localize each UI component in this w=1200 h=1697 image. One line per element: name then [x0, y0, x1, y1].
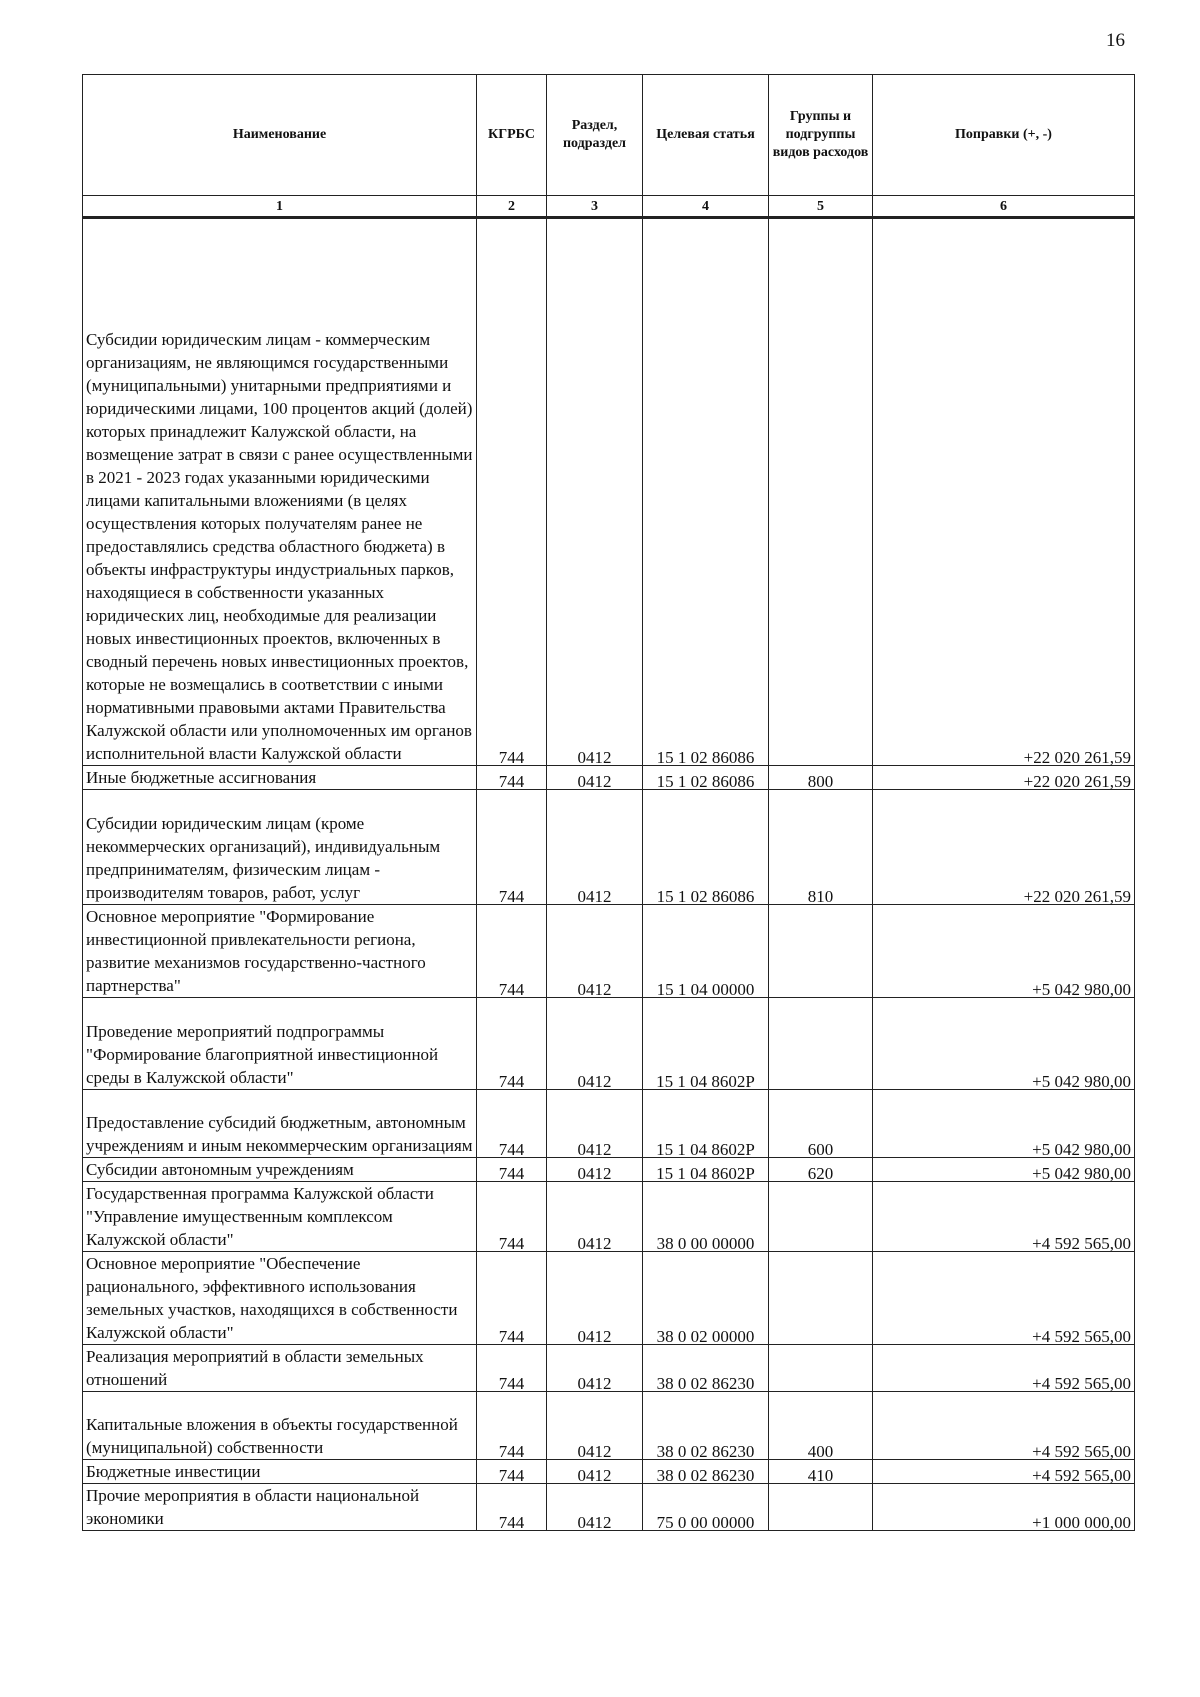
row-section	[547, 218, 643, 766]
row-kgrbs	[477, 1252, 547, 1345]
row-kgrbs	[477, 905, 547, 998]
row-amendment-amount	[873, 998, 1135, 1090]
row-kgrbs-text: 744	[498, 1140, 525, 1159]
row-target-article-text: 38 0 02 86230	[656, 1466, 755, 1485]
column-number-row	[83, 196, 1135, 218]
row-target-article-text: 75 0 00 00000	[656, 1513, 755, 1532]
row-name: Субсидии юридическим лицам - коммерческим организациям, не являющимся государственными (муниципальными) унитарными предприятиями и юридическими лицами, 100 процентов акций (долей) которых принадлежит Калужской области, на возмещение затрат в связи с ранее осуществленными в 2021 - 2023 годах указанными юридическими лицами капитальными вложениями (в целях осуществления которых получателям ранее не предоставлялись средства областного бюджета) в объекты инфраструктуры индустриальных парков, находящиеся в собственности указанных юридических лиц, необходимые для реализации новых инвестиционных проектов, включенных в сводный перечень новых инвестиционных проектов, которые не возмещались в соответствии с иными нормативными правовыми актами Правительства Калужской области или уполномоченных им органов исполнительной власти Калужской области	[83, 218, 477, 766]
row-expense-group	[769, 1345, 873, 1392]
row-section-text: 0412	[577, 1234, 612, 1253]
row-name: Основное мероприятие "Обеспечение рационального, эффективного использования земельных участков, находящихся в собственности Калужской области"	[83, 1252, 477, 1345]
row-kgrbs	[477, 1392, 547, 1460]
row-kgrbs	[477, 790, 547, 905]
row-target-article	[643, 766, 769, 790]
row-kgrbs-text: 744	[498, 1234, 525, 1253]
row-name: Капитальные вложения в объекты государственной (муниципальной) собственности	[83, 1392, 477, 1460]
table-row	[83, 1158, 1135, 1182]
row-amendment-amount-text: +4 592 565,00	[1032, 1442, 1131, 1461]
row-target-article	[643, 1182, 769, 1252]
row-section	[547, 766, 643, 790]
row-amendment-amount-text: +4 592 565,00	[1032, 1374, 1131, 1393]
row-kgrbs	[477, 1484, 547, 1531]
row-section	[547, 1182, 643, 1252]
row-section-text: 0412	[577, 1466, 612, 1485]
table-row	[83, 905, 1135, 998]
row-name: Субсидии автономным учреждениям	[83, 1158, 477, 1182]
row-target-article-text: 15 1 02 86086	[656, 772, 755, 791]
row-target-article-text: 15 1 04 8602Р	[656, 1140, 755, 1159]
row-amendment-amount	[873, 1158, 1135, 1182]
row-name: Иные бюджетные ассигнования	[83, 766, 477, 790]
table-row	[83, 1392, 1135, 1460]
row-amendment-amount-text: +5 042 980,00	[1032, 1072, 1131, 1091]
row-expense-group	[769, 1182, 873, 1252]
row-name: Субсидии юридическим лицам (кроме некоммерческих организаций), индивидуальным предпринимателям, физическим лицам - производителям товаров, работ, услуг	[83, 790, 477, 905]
row-amendment-amount-text: +1 000 000,00	[1032, 1513, 1131, 1532]
row-target-article-text: 15 1 02 86086	[656, 748, 755, 767]
row-amendment-amount-text: +5 042 980,00	[1032, 1164, 1131, 1183]
row-amendment-amount	[873, 218, 1135, 766]
row-target-article	[643, 905, 769, 998]
row-target-article	[643, 1392, 769, 1460]
row-section	[547, 1392, 643, 1460]
row-section	[547, 1252, 643, 1345]
row-expense-group-text: 810	[807, 887, 834, 906]
row-target-article	[643, 1090, 769, 1158]
row-expense-group-text: 410	[807, 1466, 834, 1485]
table-row	[83, 766, 1135, 790]
row-kgrbs	[477, 1345, 547, 1392]
table-header-row	[83, 75, 1135, 196]
row-section-text: 0412	[577, 1327, 612, 1346]
page-number: 16	[1106, 30, 1125, 51]
row-section	[547, 905, 643, 998]
row-kgrbs-text: 744	[498, 748, 525, 767]
row-target-article	[643, 1345, 769, 1392]
row-amendment-amount	[873, 905, 1135, 998]
row-target-article-text: 15 1 04 00000	[656, 980, 755, 999]
row-name: Проведение мероприятий подпрограммы "Формирование благоприятной инвестиционной среды в Калужской области"	[83, 998, 477, 1090]
table-row	[83, 1345, 1135, 1392]
row-amendment-amount	[873, 1182, 1135, 1252]
table-row	[83, 1090, 1135, 1158]
row-section	[547, 1460, 643, 1484]
row-expense-group-text: 800	[807, 772, 834, 791]
row-expense-group	[769, 1460, 873, 1484]
table-row	[83, 1484, 1135, 1531]
row-section-text: 0412	[577, 1374, 612, 1393]
row-target-article-text: 38 0 00 00000	[656, 1234, 755, 1253]
column-number: 6	[873, 196, 1135, 218]
row-expense-group	[769, 790, 873, 905]
column-header-kgrbs: КГРБС	[477, 75, 547, 196]
row-expense-group-text: 620	[807, 1164, 834, 1183]
row-kgrbs-text: 744	[498, 887, 525, 906]
column-header-target: Целевая статья	[643, 75, 769, 196]
row-kgrbs-text: 744	[498, 1513, 525, 1532]
row-name: Предоставление субсидий бюджетным, автономным учреждениям и иным некоммерческим организациям	[83, 1090, 477, 1158]
row-target-article-text: 15 1 02 86086	[656, 887, 755, 906]
row-kgrbs-text: 744	[498, 1164, 525, 1183]
row-expense-group	[769, 998, 873, 1090]
column-header-section: Раздел, подраздел	[547, 75, 643, 196]
column-number: 4	[643, 196, 769, 218]
row-section	[547, 1158, 643, 1182]
row-amendment-amount	[873, 1090, 1135, 1158]
row-target-article-text: 38 0 02 00000	[656, 1327, 755, 1346]
table-body	[83, 218, 1135, 1531]
row-kgrbs	[477, 1460, 547, 1484]
row-expense-group	[769, 1252, 873, 1345]
row-kgrbs	[477, 998, 547, 1090]
row-kgrbs-text: 744	[498, 1327, 525, 1346]
row-target-article	[643, 1460, 769, 1484]
row-target-article	[643, 998, 769, 1090]
row-target-article	[643, 1158, 769, 1182]
budget-amendments-table	[82, 74, 1135, 1531]
row-target-article-text: 38 0 02 86230	[656, 1374, 755, 1393]
row-amendment-amount-text: +4 592 565,00	[1032, 1327, 1131, 1346]
row-amendment-amount	[873, 1392, 1135, 1460]
row-kgrbs	[477, 218, 547, 766]
row-amendment-amount	[873, 1460, 1135, 1484]
row-target-article	[643, 218, 769, 766]
row-kgrbs-text: 744	[498, 980, 525, 999]
row-section-text: 0412	[577, 887, 612, 906]
row-target-article	[643, 790, 769, 905]
row-amendment-amount	[873, 1252, 1135, 1345]
table-row	[83, 998, 1135, 1090]
row-section-text: 0412	[577, 772, 612, 791]
column-header-amendments: Поправки (+, -)	[873, 75, 1135, 196]
row-target-article	[643, 1252, 769, 1345]
row-section-text: 0412	[577, 980, 612, 999]
row-name: Реализация мероприятий в области земельных отношений	[83, 1345, 477, 1392]
row-expense-group	[769, 1484, 873, 1531]
row-name: Бюджетные инвестиции	[83, 1460, 477, 1484]
row-section-text: 0412	[577, 748, 612, 767]
row-kgrbs-text: 744	[498, 772, 525, 791]
row-section-text: 0412	[577, 1442, 612, 1461]
row-expense-group-text: 400	[807, 1442, 834, 1461]
row-kgrbs	[477, 1090, 547, 1158]
row-name: Основное мероприятие "Формирование инвестиционной привлекательности региона, развитие механизмов государственно-частного партнерства"	[83, 905, 477, 998]
row-amendment-amount-text: +22 020 261,59	[1023, 887, 1131, 906]
column-header-expense-group: Группы и подгруппы видов расходов	[769, 75, 873, 196]
row-kgrbs	[477, 1158, 547, 1182]
row-section	[547, 1090, 643, 1158]
row-amendment-amount-text: +5 042 980,00	[1032, 1140, 1131, 1159]
row-target-article	[643, 1484, 769, 1531]
row-section-text: 0412	[577, 1140, 612, 1159]
row-kgrbs-text: 744	[498, 1374, 525, 1393]
row-section-text: 0412	[577, 1072, 612, 1091]
row-expense-group	[769, 766, 873, 790]
column-number: 1	[83, 196, 477, 218]
table-row	[83, 790, 1135, 905]
row-target-article-text: 38 0 02 86230	[656, 1442, 755, 1461]
row-amendment-amount-text: +22 020 261,59	[1023, 748, 1131, 767]
row-section-text: 0412	[577, 1513, 612, 1532]
row-amendment-amount-text: +4 592 565,00	[1032, 1466, 1131, 1485]
column-number: 3	[547, 196, 643, 218]
row-amendment-amount	[873, 1484, 1135, 1531]
row-amendment-amount-text: +4 592 565,00	[1032, 1234, 1131, 1253]
row-expense-group	[769, 1090, 873, 1158]
row-kgrbs-text: 744	[498, 1442, 525, 1461]
row-expense-group	[769, 1392, 873, 1460]
row-kgrbs-text: 744	[498, 1466, 525, 1485]
row-amendment-amount	[873, 766, 1135, 790]
row-kgrbs	[477, 766, 547, 790]
row-kgrbs	[477, 1182, 547, 1252]
row-section	[547, 790, 643, 905]
row-name: Прочие мероприятия в области национальной экономики	[83, 1484, 477, 1531]
row-expense-group	[769, 218, 873, 766]
row-target-article-text: 15 1 04 8602Р	[656, 1072, 755, 1091]
column-number: 5	[769, 196, 873, 218]
table-row	[83, 1460, 1135, 1484]
row-section	[547, 1484, 643, 1531]
table-row	[83, 1252, 1135, 1345]
row-expense-group-text: 600	[807, 1140, 834, 1159]
row-amendment-amount	[873, 790, 1135, 905]
row-expense-group	[769, 905, 873, 998]
table-row	[83, 218, 1135, 766]
row-section	[547, 1345, 643, 1392]
column-header-name: Наименование	[83, 75, 477, 196]
row-amendment-amount-text: +5 042 980,00	[1032, 980, 1131, 999]
row-section	[547, 998, 643, 1090]
column-number: 2	[477, 196, 547, 218]
row-kgrbs-text: 744	[498, 1072, 525, 1091]
row-section-text: 0412	[577, 1164, 612, 1183]
row-name: Государственная программа Калужской области "Управление имущественным комплексом Калужской области"	[83, 1182, 477, 1252]
row-amendment-amount	[873, 1345, 1135, 1392]
table-row	[83, 1182, 1135, 1252]
row-amendment-amount-text: +22 020 261,59	[1023, 772, 1131, 791]
row-target-article-text: 15 1 04 8602Р	[656, 1164, 755, 1183]
row-expense-group	[769, 1158, 873, 1182]
